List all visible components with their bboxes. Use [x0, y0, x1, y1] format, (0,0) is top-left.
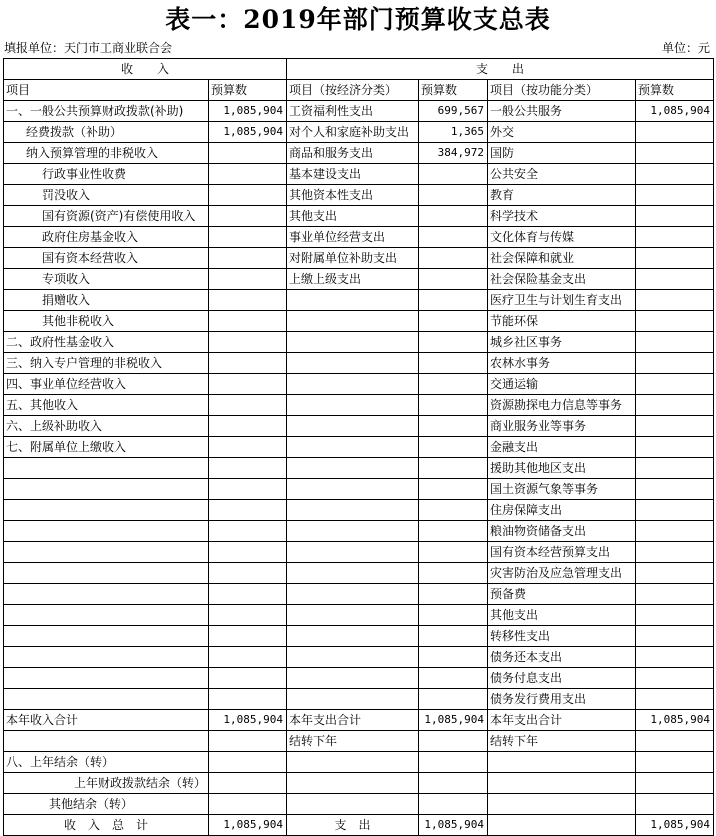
func-budget — [636, 521, 714, 542]
income-budget — [209, 164, 287, 185]
econ-budget — [419, 647, 488, 668]
econ-item — [287, 500, 419, 521]
prior-fiscal-balance-label: 上年财政拨款结余（转） — [4, 773, 209, 794]
func-budget — [636, 584, 714, 605]
func-item: 文化体育与传媒 — [488, 227, 636, 248]
econ-item — [287, 311, 419, 332]
income-item — [4, 479, 209, 500]
income-item — [4, 500, 209, 521]
table-row — [4, 101, 714, 122]
income-item: 罚没收入 — [4, 185, 209, 206]
income-budget — [209, 605, 287, 626]
currency-unit: 单位：元 — [661, 41, 710, 55]
income-budget — [209, 185, 287, 206]
income-budget — [209, 248, 287, 269]
table-row — [4, 437, 714, 458]
income-budget — [209, 626, 287, 647]
econ-item — [287, 395, 419, 416]
func-item: 社会保障和就业 — [488, 248, 636, 269]
func-item: 外交 — [488, 122, 636, 143]
func-item: 国有资本经营预算支出 — [488, 542, 636, 563]
income-item — [4, 542, 209, 563]
table-row — [4, 500, 714, 521]
income-budget — [209, 374, 287, 395]
income-budget — [209, 563, 287, 584]
income-budget — [209, 689, 287, 710]
econ-item — [287, 563, 419, 584]
econ-budget — [419, 500, 488, 521]
econ-item — [287, 353, 419, 374]
total-row — [4, 710, 714, 731]
econ-budget — [419, 521, 488, 542]
table-row — [4, 164, 714, 185]
income-budget — [209, 269, 287, 290]
table-row — [4, 542, 714, 563]
table-row — [4, 563, 714, 584]
func-item: 教育 — [488, 185, 636, 206]
econ-budget — [419, 374, 488, 395]
table-row — [4, 248, 714, 269]
income-budget — [209, 458, 287, 479]
func-budget — [636, 395, 714, 416]
func-item: 债务还本支出 — [488, 647, 636, 668]
col-header-econ: 项目（按经济分类） — [287, 80, 419, 101]
table-row — [4, 689, 714, 710]
table-footer — [4, 710, 714, 836]
econ-item — [287, 332, 419, 353]
econ-budget — [419, 689, 488, 710]
table-row — [4, 521, 714, 542]
func-budget — [636, 479, 714, 500]
econ-budget — [419, 332, 488, 353]
func-item: 灾害防治及应急管理支出 — [488, 563, 636, 584]
func-budget — [636, 164, 714, 185]
func-budget — [636, 269, 714, 290]
table-row — [4, 122, 714, 143]
income-item — [4, 584, 209, 605]
income-budget — [209, 542, 287, 563]
table-row — [4, 290, 714, 311]
func-budget — [636, 605, 714, 626]
func-item: 其他支出 — [488, 605, 636, 626]
col-header-func: 项目（按功能分类） — [488, 80, 636, 101]
econ-budget — [419, 353, 488, 374]
func-budget — [636, 311, 714, 332]
func-item: 援助其他地区支出 — [488, 458, 636, 479]
table-row — [4, 374, 714, 395]
econ-item — [287, 605, 419, 626]
econ-item: 其他支出 — [287, 206, 419, 227]
econ-item — [287, 626, 419, 647]
func-budget — [636, 332, 714, 353]
func-budget — [636, 458, 714, 479]
func-budget — [636, 626, 714, 647]
func-budget — [636, 143, 714, 164]
income-item — [4, 626, 209, 647]
income-budget — [209, 416, 287, 437]
prior-balance-label: 八、上年结余（转） — [4, 752, 209, 773]
table-row — [4, 185, 714, 206]
func-budget — [636, 500, 714, 521]
table-row — [4, 626, 714, 647]
econ-item: 对个人和家庭补助支出 — [287, 122, 419, 143]
func-budget — [636, 227, 714, 248]
func-budget — [636, 542, 714, 563]
func-item: 医疗卫生与计划生育支出 — [488, 290, 636, 311]
econ-budget — [419, 164, 488, 185]
income-item — [4, 668, 209, 689]
col-header-item: 项目 — [4, 80, 209, 101]
econ-budget — [419, 668, 488, 689]
func-item: 国土资源气象等事务 — [488, 479, 636, 500]
income-item: 政府住房基金收入 — [4, 227, 209, 248]
income-item — [4, 689, 209, 710]
econ-item — [287, 668, 419, 689]
econ-item: 其他资本性支出 — [287, 185, 419, 206]
econ-budget — [419, 563, 488, 584]
expense-group-header: 支 出 — [287, 59, 714, 80]
other-balance-label: 其他结余（转） — [4, 794, 209, 815]
income-item: 一、一般公共预算财政拨款(补助) — [4, 101, 209, 122]
func-item: 住房保障支出 — [488, 500, 636, 521]
grand-income-value: 1,085,904 — [209, 815, 287, 836]
econ-item — [287, 647, 419, 668]
income-item: 经费拨款（补助） — [4, 122, 209, 143]
income-total-label: 本年收入合计 — [4, 710, 209, 731]
econ-item — [287, 458, 419, 479]
func-item: 农林水事务 — [488, 353, 636, 374]
table-row — [4, 395, 714, 416]
econ-budget: 384,972 — [419, 143, 488, 164]
func-budget — [636, 122, 714, 143]
column-header-row — [4, 80, 714, 101]
econ-budget: 1,365 — [419, 122, 488, 143]
econ-budget — [419, 269, 488, 290]
income-budget — [209, 395, 287, 416]
econ-item: 基本建设支出 — [287, 164, 419, 185]
econ-budget — [419, 206, 488, 227]
func-item: 粮油物资储备支出 — [488, 521, 636, 542]
func-budget — [636, 668, 714, 689]
econ-budget — [419, 626, 488, 647]
income-budget — [209, 332, 287, 353]
func-item: 国防 — [488, 143, 636, 164]
econ-item — [287, 416, 419, 437]
econ-budget — [419, 227, 488, 248]
econ-item — [287, 437, 419, 458]
income-item — [4, 521, 209, 542]
econ-item: 事业单位经营支出 — [287, 227, 419, 248]
table-row — [4, 353, 714, 374]
econ-item — [287, 374, 419, 395]
col-header-budget-func: 预算数 — [636, 80, 714, 101]
econ-budget — [419, 185, 488, 206]
income-budget — [209, 647, 287, 668]
expense-total-func-value: 1,085,904 — [636, 710, 714, 731]
table-row — [4, 647, 714, 668]
func-item: 社会保险基金支出 — [488, 269, 636, 290]
income-item: 国有资本经营收入 — [4, 248, 209, 269]
income-item — [4, 563, 209, 584]
expense-total-func-label: 本年支出合计 — [488, 710, 636, 731]
table-body — [4, 101, 714, 710]
econ-item: 对附属单位补助支出 — [287, 248, 419, 269]
func-budget — [636, 563, 714, 584]
income-budget — [209, 311, 287, 332]
func-budget — [636, 185, 714, 206]
grand-expense-econ-value: 1,085,904 — [419, 815, 488, 836]
income-budget — [209, 437, 287, 458]
func-item: 公共安全 — [488, 164, 636, 185]
func-budget — [636, 374, 714, 395]
income-budget — [209, 227, 287, 248]
table-row — [4, 668, 714, 689]
func-item: 转移性支出 — [488, 626, 636, 647]
func-item: 资源勘探电力信息等事务 — [488, 395, 636, 416]
econ-budget — [419, 395, 488, 416]
income-item: 七、附属单位上缴收入 — [4, 437, 209, 458]
reporting-unit: 填报单位：天门市工商业联合会 — [4, 41, 173, 55]
income-item: 其他非税收入 — [4, 311, 209, 332]
income-budget — [209, 206, 287, 227]
func-budget — [636, 647, 714, 668]
income-item: 二、政府性基金收入 — [4, 332, 209, 353]
carry-forward-label: 结转下年 — [287, 731, 419, 752]
func-budget — [636, 248, 714, 269]
grand-expense-label: 支 出 — [287, 815, 419, 836]
econ-budget — [419, 458, 488, 479]
income-item — [4, 647, 209, 668]
col-header-budget-econ: 预算数 — [419, 80, 488, 101]
table-row — [4, 206, 714, 227]
income-budget: 1,085,904 — [209, 101, 287, 122]
income-item — [4, 458, 209, 479]
econ-item — [287, 584, 419, 605]
income-total-value: 1,085,904 — [209, 710, 287, 731]
income-budget: 1,085,904 — [209, 122, 287, 143]
income-item: 六、上级补助收入 — [4, 416, 209, 437]
income-item: 三、纳入专户管理的非税收入 — [4, 353, 209, 374]
income-budget — [209, 521, 287, 542]
func-budget — [636, 206, 714, 227]
income-budget — [209, 290, 287, 311]
func-item: 城乡社区事务 — [488, 332, 636, 353]
income-budget — [209, 584, 287, 605]
income-budget — [209, 668, 287, 689]
carry-forward-func-label: 结转下年 — [488, 731, 636, 752]
carry-forward-row — [4, 731, 714, 752]
col-header-budget: 预算数 — [209, 80, 287, 101]
econ-budget — [419, 542, 488, 563]
grand-total-row — [4, 815, 714, 836]
econ-budget — [419, 605, 488, 626]
income-budget — [209, 353, 287, 374]
grand-income-label: 收 入 总 计 — [4, 815, 209, 836]
func-item: 预备费 — [488, 584, 636, 605]
income-budget — [209, 479, 287, 500]
econ-budget — [419, 416, 488, 437]
table-row — [4, 605, 714, 626]
econ-budget — [419, 311, 488, 332]
econ-item — [287, 521, 419, 542]
econ-budget — [419, 248, 488, 269]
budget-summary-table — [3, 58, 714, 836]
func-item: 金融支出 — [488, 437, 636, 458]
func-budget — [636, 353, 714, 374]
econ-item: 工资福利性支出 — [287, 101, 419, 122]
func-budget — [636, 416, 714, 437]
income-item: 四、事业单位经营收入 — [4, 374, 209, 395]
other-balance-row — [4, 794, 714, 815]
func-budget — [636, 290, 714, 311]
func-item: 债务发行费用支出 — [488, 689, 636, 710]
econ-budget — [419, 479, 488, 500]
table-row — [4, 311, 714, 332]
econ-item — [287, 479, 419, 500]
econ-item — [287, 542, 419, 563]
income-item: 行政事业性收费 — [4, 164, 209, 185]
expense-total-label: 本年支出合计 — [287, 710, 419, 731]
func-item: 商业服务业等事务 — [488, 416, 636, 437]
econ-budget — [419, 437, 488, 458]
table-row — [4, 143, 714, 164]
grand-expense-func-value: 1,085,904 — [636, 815, 714, 836]
prior-balance-row — [4, 752, 714, 773]
func-budget — [636, 689, 714, 710]
group-header-row — [4, 59, 714, 80]
page-title: 表一：2019年部门预算收支总表 — [165, 5, 551, 34]
func-budget: 1,085,904 — [636, 101, 714, 122]
income-item: 纳入预算管理的非税收入 — [4, 143, 209, 164]
table-row — [4, 479, 714, 500]
income-item: 五、其他收入 — [4, 395, 209, 416]
econ-item — [287, 689, 419, 710]
table-row — [4, 416, 714, 437]
econ-item — [287, 290, 419, 311]
func-item: 节能环保 — [488, 311, 636, 332]
table-row — [4, 458, 714, 479]
prior-fiscal-balance-row — [4, 773, 714, 794]
econ-budget — [419, 290, 488, 311]
econ-budget: 699,567 — [419, 101, 488, 122]
table-row — [4, 332, 714, 353]
income-item — [4, 605, 209, 626]
income-budget — [209, 500, 287, 521]
expense-total-econ-value: 1,085,904 — [419, 710, 488, 731]
func-item: 科学技术 — [488, 206, 636, 227]
income-item: 捐赠收入 — [4, 290, 209, 311]
income-item: 专项收入 — [4, 269, 209, 290]
econ-item: 商品和服务支出 — [287, 143, 419, 164]
income-group-header: 收 入 — [4, 59, 287, 80]
econ-budget — [419, 584, 488, 605]
func-item: 债务付息支出 — [488, 668, 636, 689]
func-item: 一般公共服务 — [488, 101, 636, 122]
table-row — [4, 269, 714, 290]
table-row — [4, 584, 714, 605]
table-row — [4, 227, 714, 248]
income-item: 国有资源(资产)有偿使用收入 — [4, 206, 209, 227]
econ-item: 上缴上级支出 — [287, 269, 419, 290]
func-budget — [636, 437, 714, 458]
func-item: 交通运输 — [488, 374, 636, 395]
income-budget — [209, 143, 287, 164]
